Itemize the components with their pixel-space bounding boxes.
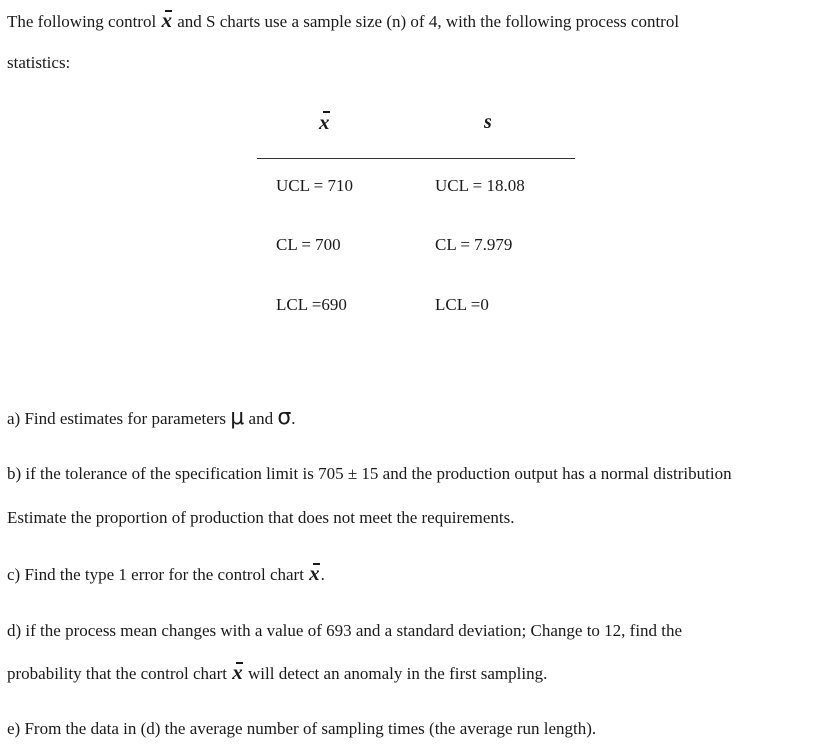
lcl-xbar: LCL =690 — [276, 295, 347, 314]
question-d-line-2 — [7, 661, 547, 685]
question-a-end: . — [291, 409, 296, 428]
x-bar-symbol: x — [309, 561, 320, 585]
intro-line-1 — [7, 9, 679, 33]
question-d-line-1: d) if the process mean changes with a value of 693 and a standard deviation; Change to 12, find the — [7, 621, 683, 640]
question-c — [7, 562, 325, 586]
cl-xbar: CL = 700 — [276, 235, 341, 254]
cl-s: CL = 7.979 — [435, 235, 513, 254]
ucl-xbar: UCL = 710 — [276, 176, 353, 195]
lcl-s: LCL =0 — [435, 295, 489, 314]
question-d-text-end: will detect an anomaly in the first sampling. — [248, 664, 548, 683]
x-bar-symbol: x — [161, 8, 172, 32]
question-c-text: c) Find the type 1 error for the control chart — [7, 565, 304, 584]
ucl-s: UCL = 18.08 — [435, 176, 525, 195]
question-a-text: a) Find estimates for parameters — [7, 409, 227, 428]
mu-symbol: μ — [230, 405, 245, 430]
x-bar-symbol: x — [232, 660, 243, 684]
question-b-line-1: b) if the tolerance of the specification limit is 705 ± 15 and the production output has a normal distribution — [7, 464, 732, 483]
question-a-and: and — [248, 409, 274, 428]
table-header-s: s — [484, 111, 492, 133]
table-header-rule — [257, 158, 575, 159]
question-e: e) From the data in (d) the average number of sampling times (the average run length). — [7, 719, 597, 738]
x-bar-symbol: x — [319, 110, 330, 134]
question-d-text-start: probability that the control chart — [7, 664, 227, 683]
intro-text-start: The following control — [7, 12, 157, 31]
question-b-line-2: Estimate the proportion of production that does not meet the requirements. — [7, 508, 515, 527]
question-a — [7, 407, 296, 430]
table-header-xbar — [318, 110, 331, 136]
intro-line-2: statistics: — [7, 53, 71, 72]
intro-text-end: and S charts use a sample size (n) of 4, with the following process control — [177, 12, 680, 31]
sigma-symbol: σ — [277, 405, 292, 430]
question-c-end: . — [320, 565, 325, 584]
